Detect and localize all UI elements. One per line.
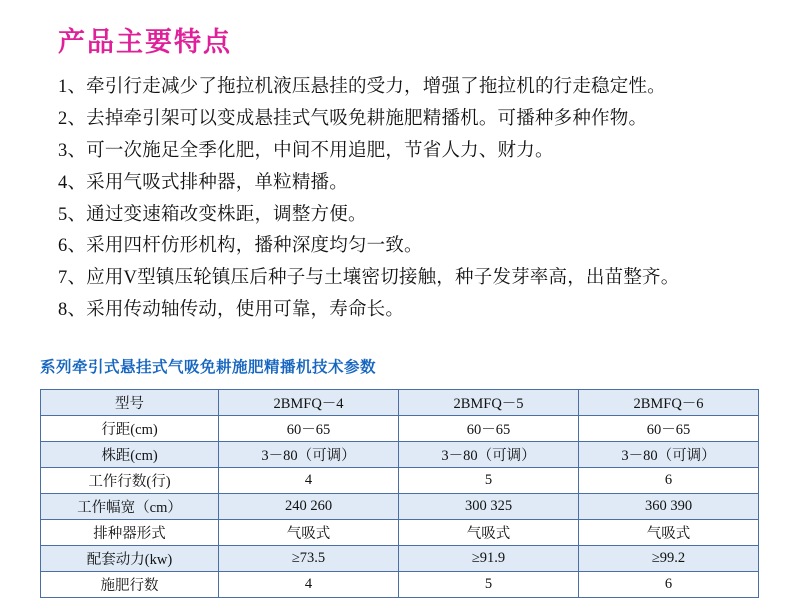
list-item: 4、采用气吸式排种器，单粒精播。 — [58, 172, 348, 193]
table-cell: 5 — [399, 467, 579, 493]
table-cell: ≥73.5 — [219, 545, 399, 571]
table-header-row — [41, 389, 759, 415]
table-header-cell: 型号 — [41, 389, 219, 415]
table-row — [41, 441, 759, 467]
table-cell: 4 — [219, 571, 399, 597]
list-item: 6、采用四杆仿形机构，播种深度均匀一致。 — [58, 236, 423, 257]
table-row — [41, 545, 759, 571]
table-cell: 60－65 — [219, 415, 399, 441]
list-item: 1、牵引行走减少了拖拉机液压悬挂的受力，增强了拖拉机的行走稳定性。 — [58, 77, 666, 98]
table-cell: 3－80（可调） — [399, 441, 579, 467]
table-cell: 6 — [579, 571, 759, 597]
table-cell: 排种器形式 — [41, 519, 219, 545]
list-item: 3、可一次施足全季化肥，中间不用追肥，节省人力、财力。 — [58, 141, 554, 162]
table-cell: 3－80（可调） — [579, 441, 759, 467]
table-cell: 6 — [579, 467, 759, 493]
table-cell: 300 325 — [399, 493, 579, 519]
table-cell: ≥99.2 — [579, 545, 759, 571]
table-header-cell: 2BMFQ－5 — [399, 389, 579, 415]
page-title: 产品主要特点 — [58, 27, 232, 57]
table-header-cell: 2BMFQ－4 — [219, 389, 399, 415]
table-cell: 配套动力(kw) — [41, 545, 219, 571]
table-cell: 240 260 — [219, 493, 399, 519]
table-cell: 60－65 — [399, 415, 579, 441]
table-cell: 3－80（可调） — [219, 441, 399, 467]
table-cell: 工作行数(行) — [41, 467, 219, 493]
specifications-table — [40, 389, 759, 598]
table-cell: 4 — [219, 467, 399, 493]
table-cell: ≥91.9 — [399, 545, 579, 571]
table-row — [41, 415, 759, 441]
table-cell: 360 390 — [579, 493, 759, 519]
table-cell: 气吸式 — [579, 519, 759, 545]
table-cell: 株距(cm) — [41, 441, 219, 467]
table-cell: 气吸式 — [219, 519, 399, 545]
table-header-cell: 2BMFQ－6 — [579, 389, 759, 415]
table-heading: 系列牵引式悬挂式气吸免耕施肥精播机技术参数 — [40, 358, 377, 376]
features-list — [58, 72, 760, 327]
table-row — [41, 571, 759, 597]
table-cell: 60－65 — [579, 415, 759, 441]
list-item: 2、去掉牵引架可以变成悬挂式气吸免耕施肥精播机。可播种多种作物。 — [58, 109, 648, 130]
list-item: 5、通过变速箱改变株距，调整方便。 — [58, 204, 367, 225]
list-item: 8、采用传动轴传动，使用可靠，寿命长。 — [58, 300, 405, 321]
table-row — [41, 493, 759, 519]
table-cell: 行距(cm) — [41, 415, 219, 441]
table-cell: 施肥行数 — [41, 571, 219, 597]
table-cell: 5 — [399, 571, 579, 597]
table-cell: 气吸式 — [399, 519, 579, 545]
table-row — [41, 519, 759, 545]
table-cell: 工作幅宽（cm） — [41, 493, 219, 519]
table-row — [41, 467, 759, 493]
list-item: 7、应用V型镇压轮镇压后种子与土壤密切接触，种子发芽率高，出苗整齐。 — [58, 268, 680, 289]
